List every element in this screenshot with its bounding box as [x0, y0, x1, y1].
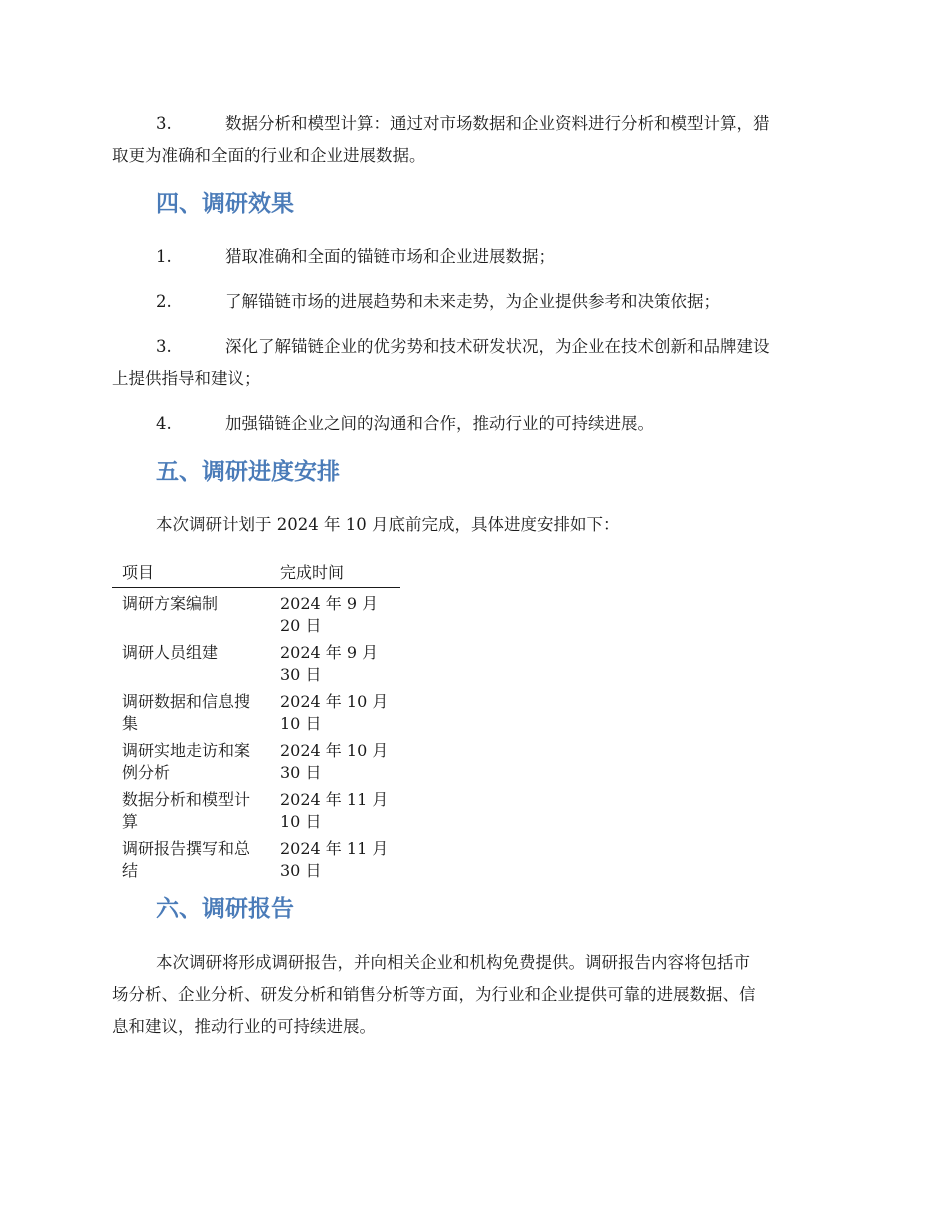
table-cell: 调研报告撰写和总结: [122, 839, 251, 880]
list-number: 1.: [156, 247, 172, 266]
paragraph-line: 息和建议，推动行业的可持续进展。: [112, 1017, 376, 1036]
list-item: 猎取准确和全面的锚链市场和企业进展数据；: [225, 247, 555, 266]
paragraph-line: 数据分析和模型计算：通过对市场数据和企业资料进行分析和模型计算，猎: [225, 114, 770, 133]
list-number: 3.: [156, 337, 172, 356]
table-row: [112, 784, 400, 833]
paragraph-line: 场分析、企业分析、研发分析和销售分析等方面，为行业和企业提供可靠的进展数据、信: [112, 985, 756, 1004]
table-cell: 调研人员组建: [122, 643, 219, 662]
table-cell: 2024 年 11 月 30 日: [280, 839, 389, 880]
list-item: 深化了解锚链企业的优劣势和技术研发状况，为企业在技术创新和品牌建设: [225, 337, 770, 356]
list-number: 4.: [156, 414, 172, 433]
list-number: 3.: [156, 114, 172, 133]
table-row: [112, 637, 400, 686]
section-heading: 六、调研报告: [156, 896, 294, 922]
list-item-continuation: 上提供指导和建议；: [112, 369, 261, 388]
section-heading: 四、调研效果: [156, 191, 294, 217]
list-item: 加强锚链企业之间的沟通和合作，推动行业的可持续进展。: [225, 414, 654, 433]
column-header: 完成时间: [270, 560, 400, 588]
paragraph-line: 取更为准确和全面的行业和企业进展数据。: [112, 146, 426, 165]
table-cell: 数据分析和模型计算: [122, 790, 251, 831]
table-cell: 2024 年 11 月 10 日: [280, 790, 389, 831]
intro-paragraph: 本次调研计划于 2024 年 10 月底前完成，具体进度安排如下：: [156, 515, 620, 534]
table-cell: 2024 年 10 月 30 日: [280, 741, 389, 782]
table-cell: 2024 年 10 月 10 日: [280, 692, 389, 733]
table-row: [112, 833, 400, 882]
table-cell: 2024 年 9 月 30 日: [280, 643, 379, 684]
list-item: 了解锚链市场的进展趋势和未来走势，为企业提供参考和决策依据；: [225, 292, 720, 311]
list-number: 2.: [156, 292, 172, 311]
table-header-row: [112, 560, 400, 588]
table-cell: 调研方案编制: [122, 594, 219, 613]
schedule-table: [112, 560, 400, 882]
table-cell: 调研数据和信息搜集: [122, 692, 251, 733]
section-heading: 五、调研进度安排: [156, 459, 340, 485]
table-cell: 调研实地走访和案例分析: [122, 741, 251, 782]
table-row: [112, 735, 400, 784]
column-header: 项目: [112, 560, 270, 588]
paragraph-line: 本次调研将形成调研报告，并向相关企业和机构免费提供。调研报告内容将包括市: [156, 953, 750, 972]
table-row: [112, 686, 400, 735]
table-row: [112, 588, 400, 638]
table-cell: 2024 年 9 月 20 日: [280, 594, 379, 635]
